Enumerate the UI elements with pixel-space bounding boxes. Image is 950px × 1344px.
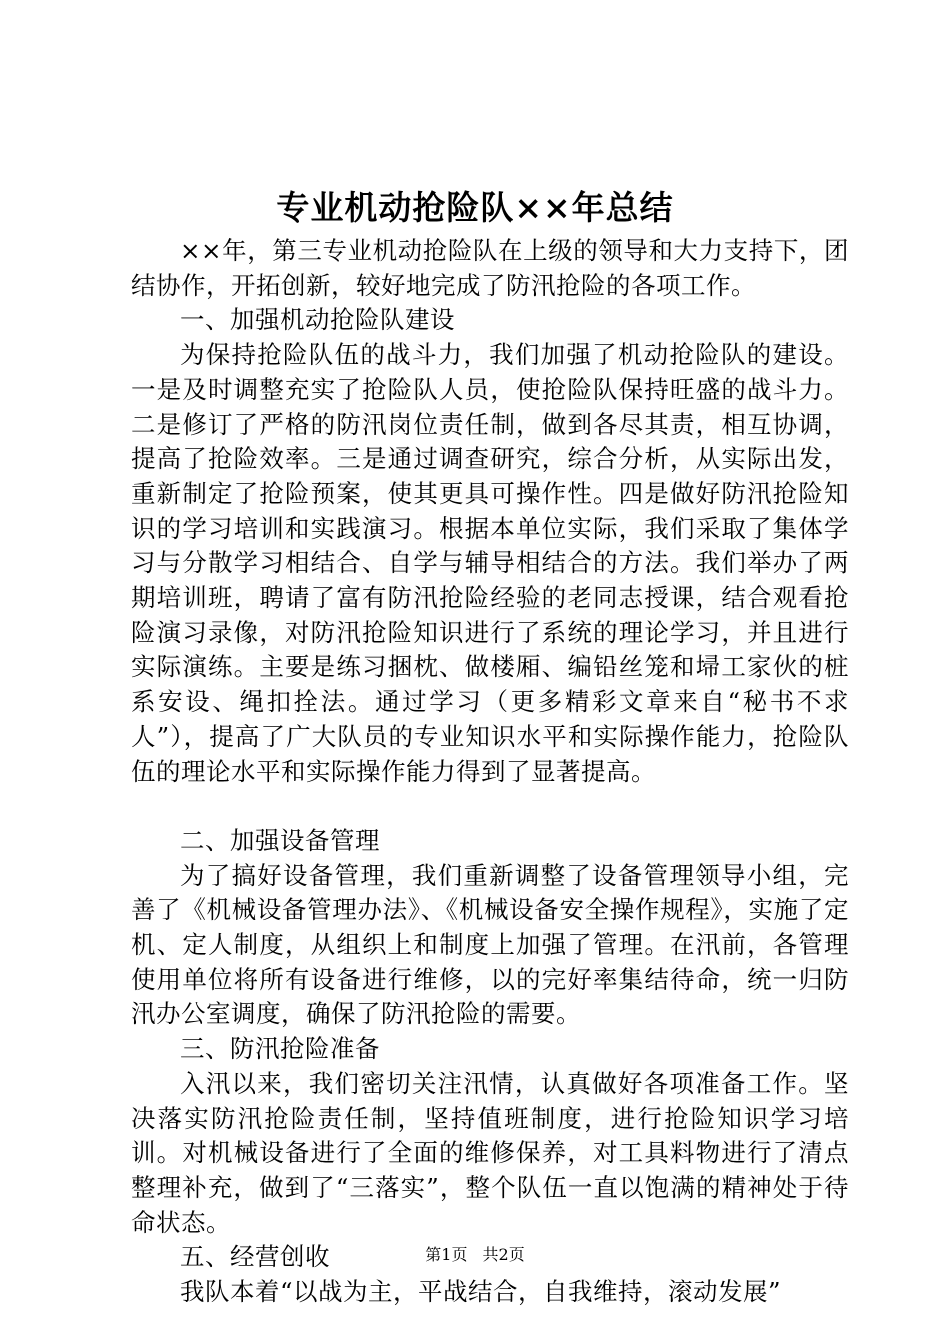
section-1-paragraph: 为保持抢险队伍的战斗力，我们加强了机动抢险队的建设。一是及时调整充实了抢险队人员，使抢险队保持旺盛的战斗力。二是修订了严格的防汛岗位责任制，做到各尽其责，相互协调，提高了抢险效率。三是通过调查研究，综合分析，从实际出发，重新制定了抢险预案，使其更具可操作性。四是做好防汛抢险知识的学习培训和实践演习。根据本单位实际，我们采取了集体学习与分散学习相结合、自学与辅导相结合的方法。我们举办了两期培训班，聘请了富有防汛抢险经验的老同志授课，结合观看抢险演习录像，对防汛抢险知识进行了系统的理论学习，并且进行实际演练。主要是练习捆枕、做楼厢、编铅丝笼和埽工家伙的桩系安设、绳扣拴法。通过学习（更多精彩文章来自“秘书不求人”），提高了广大队员的专业知识水平和实际操作能力，抢险队伍的理论水平和实际操作能力得到了显著提高。: [131, 340, 849, 786]
section-heading-2: 二、加强设备管理: [180, 825, 380, 855]
page-total: 共2页: [482, 1245, 525, 1264]
section-heading-5: 五、经营创收: [180, 1242, 330, 1272]
section-heading-3: 三、防汛抢险准备: [180, 1034, 380, 1064]
page-footer: [0, 1244, 950, 1266]
section-heading-1: 一、加强机动抢险队建设: [180, 305, 455, 335]
page-number: 第1页: [425, 1245, 468, 1264]
section-5-paragraph: 我队本着“以战为主，平战结合，自我维持，滚动发展”: [180, 1277, 782, 1307]
section-3-paragraph: 入汛以来，我们密切关注汛情，认真做好各项准备工作。坚决落实防汛抢险责任制，坚持值班制度，进行抢险知识学习培训。对机械设备进行了全面的维修保养，对工具料物进行了清点整理补充，做到了“三落实”，整个队伍一直以饱满的精神处于待命状态。: [131, 1068, 849, 1237]
intro-paragraph: ××年，第三专业机动抢险队在上级的领导和大力支持下，团结协作，开拓创新，较好地完成了防汛抢险的各项工作。: [131, 236, 849, 300]
blank-line: [131, 789, 849, 824]
document-title: 专业机动抢险队××年总结: [276, 188, 674, 227]
section-2-paragraph: 为了搞好设备管理，我们重新调整了设备管理领导小组，完善了《机械设备管理办法》、《机械设备安全操作规程》，实施了定机、定人制度，从组织上和制度上加强了管理。在汛前，各管理使用单位将所有设备进行维修，以的完好率集结待命，统一归防汛办公室调度，确保了防汛抢险的需要。: [131, 860, 849, 1029]
document-body: [131, 234, 849, 1310]
